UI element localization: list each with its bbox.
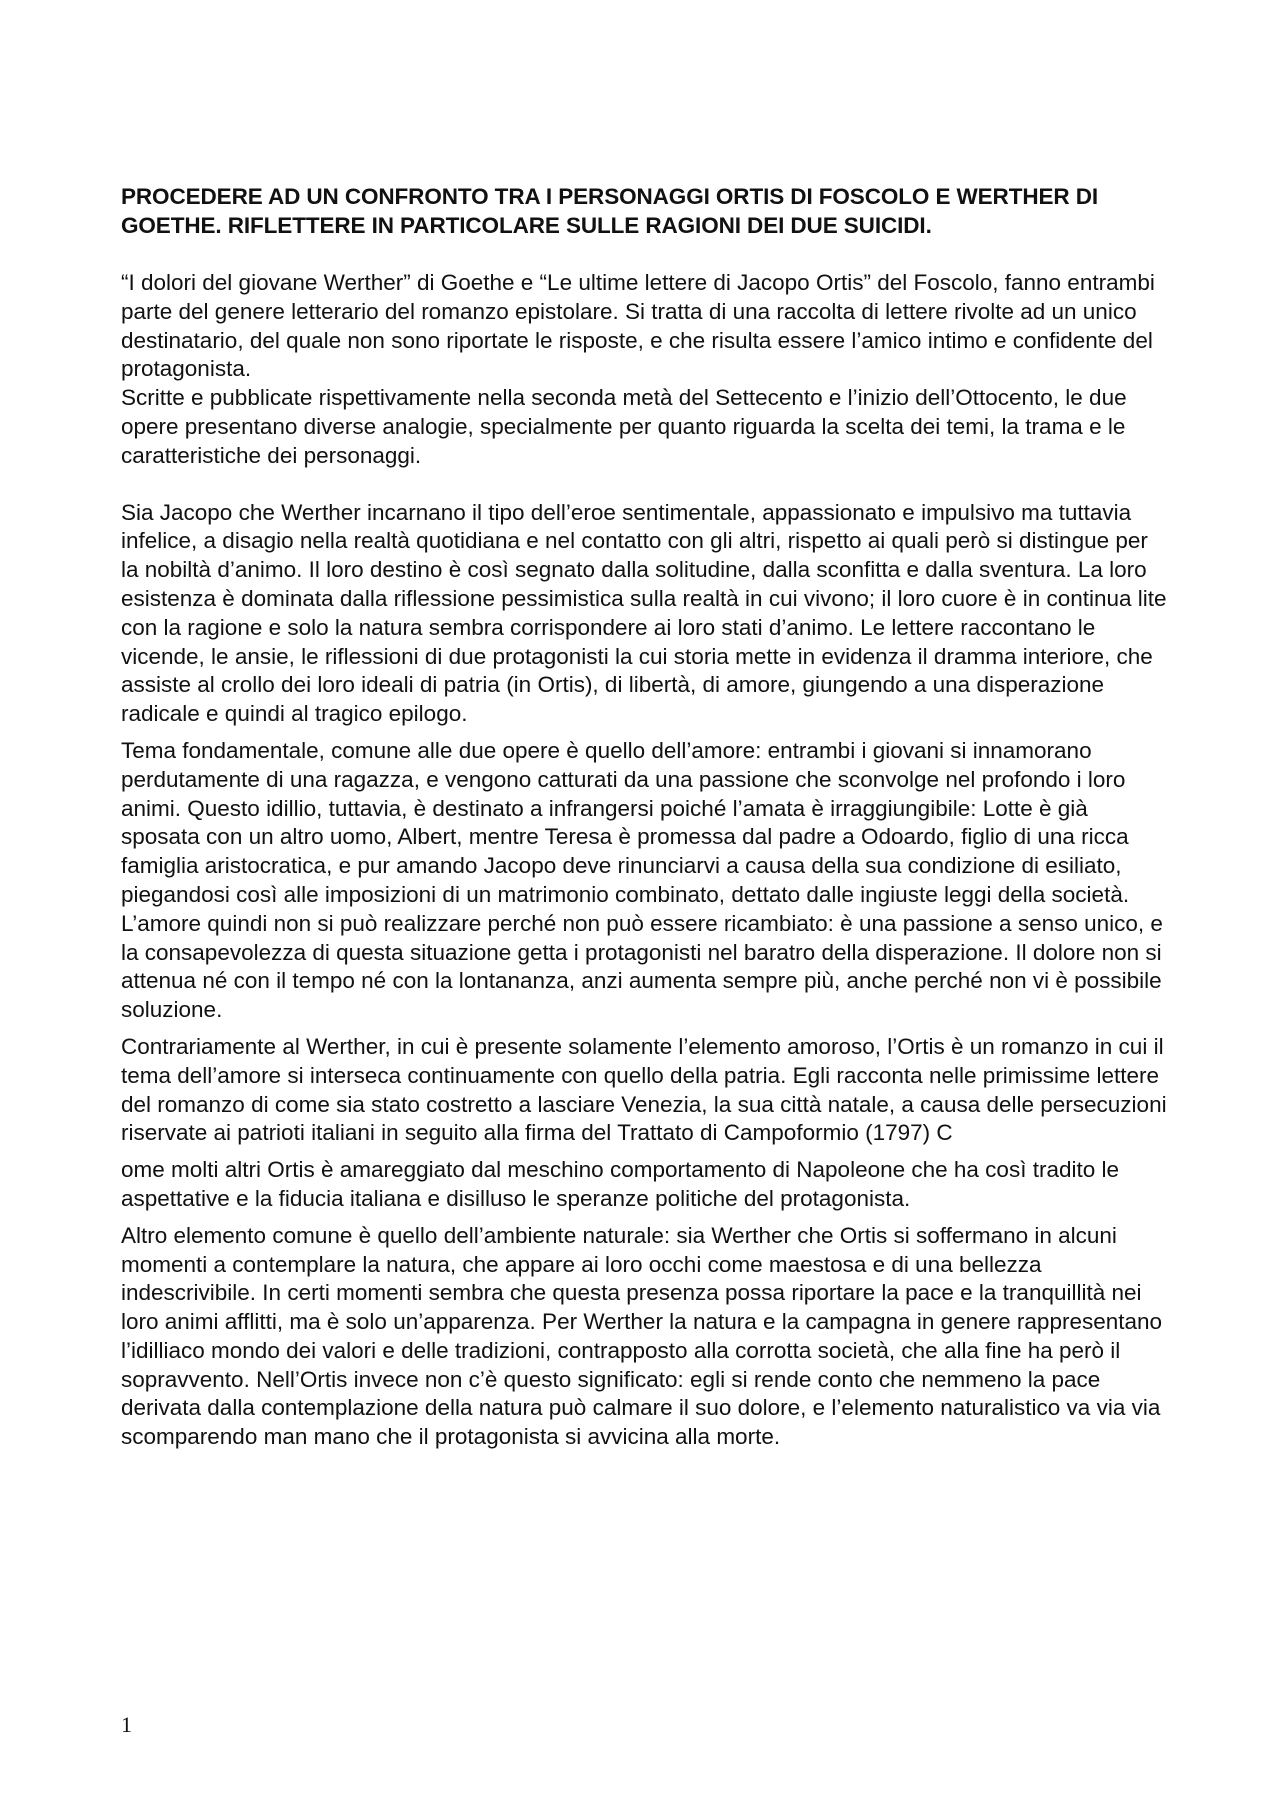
paragraph-nature: Altro elemento comune è quello dell’ambiente naturale: sia Werther che Ortis si soffermano in alcuni momenti a contemplare la natura, che appare ai loro occhi come maestosa e di una bellezza indescrivibile. In certi momenti sembra che questa presenza possa riportare la pace e la tranquillità nei loro animi afflitti, ma è solo un’apparenza. Per Werther la natura e la campagna in genere rappresentano l’idilliaco mondo dei valori e delle tradizioni, contrapposto alla corrotta società, che alla fine ha però il sopravvento. Nell’Ortis invece non c’è questo significato: egli si rende conto che nemmeno la pace derivata dalla contemplazione della natura può calmare il suo dolore, e l’elemento naturalistico va via via scomparendo man mano che il protagonista si avvicina alla morte. — [121, 1222, 1163, 1450]
document-body — [121, 182, 1169, 1452]
paragraph-heroes: Sia Jacopo che Werther incarnano il tipo dell’eroe sentimentale, appassionato e impulsivo ma tuttavia infelice, a disagio nella realtà quotidiana e nel contatto con gli altri, rispetto ai quali però si distingue per la nobiltà d’animo. Il loro destino è così segnato dalla solitudine, dalla sconfitta e dalla sventura. La loro esistenza è dominata dalla riflessione pessimistica sulla realtà in cui vivono; il loro cuore è in continua lite con la ragione e solo la natura sembra corrispondere ai loro stati d’animo. Le lettere raccontano le vicende, le ansie, le riflessioni di due protagonisti la cui storia mette in evidenza il dramma interiore, che assiste al crollo dei loro ideali di patria (in Ortis), di libertà, di amore, giungendo a una disperazione radicale e quindi al tragico epilogo. — [121, 499, 1167, 727]
paragraph-love-theme-start: Tema fondamentale, comune alle due opere è quello dell’amore: entrambi i giovani si innamorano — [121, 737, 1092, 763]
paragraph-intro: “I dolori del giovane Werther” di Goethe e “Le ultime lettere di Jacopo Ortis” del Foscolo, fanno entrambi parte del genere letterario del romanzo epistolare. Si tratta di una raccolta di lettere rivolte ad un unico destinatario, del quale non sono riportate le risposte, e che risulta essere l’amico intimo e confidente del protagonista. — [121, 270, 1155, 382]
page-number: 1 — [121, 1712, 132, 1737]
paragraph-context: Scritte e pubblicate rispettivamente nella seconda metà del Settecento e l’inizio dell’Ottocento, le due opere presentano diverse analogie, specialmente per quanto riguarda la scelta dei temi, la trama e le caratteristiche dei personaggi. — [121, 385, 1127, 468]
paragraph-napoleone: ome molti altri Ortis è amareggiato dal meschino comportamento di Napoleone che ha così tradito le aspettative e la fiducia italiana e disilluso le speranze politiche del protagonista. — [121, 1157, 1119, 1211]
paragraph-patria: Contrariamente al Werther, in cui è presente solamente l’elemento amoroso, l’Ortis è un romanzo in cui il tema dell’amore si interseca continuamente con quello della patria. Egli racconta nelle primissime lettere del romanzo di come sia stato costretto a lasciare Venezia, la sua città natale, a causa delle persecuzioni riservate ai patrioti italiani in seguito alla firma del Trattato di Campoformio (1797) C — [121, 1033, 1167, 1146]
assignment-heading: PROCEDERE AD UN CONFRONTO TRA I PERSONAGGI ORTIS DI FOSCOLO E WERTHER DI GOETHE. RIFLETTERE IN PARTICOLARE SULLE RAGIONI DEI DUE SUICIDI. — [121, 184, 1099, 238]
paragraph-love-theme: perdutamente di una ragazza, e vengono catturati da una passione che sconvolge nel profondo i loro animi. Questo idillio, tuttavia, è destinato a infrangersi poiché l’amata è irraggiungibile: Lotte è già sposata con un altro uomo, Albert, mentre Teresa è promessa dal padre a Odoardo, figlio di una ricca famiglia aristocratica, e pur amando Jacopo deve rinunciarvi a causa della sua condizione di esiliato, piegandosi così alle imposizioni di un matrimonio combinato, dettato dalle ingiuste leggi della società. L’amore quindi non si può realizzare perché non può essere ricambiato: è una passione a senso unico, e la consapevolezza di questa situazione getta i protagonisti nel baratro della disperazione. Il dolore non si attenua né con il tempo né con la lontananza, anzi aumenta sempre più, anche perché non vi è possibile soluzione. — [121, 766, 1163, 1023]
